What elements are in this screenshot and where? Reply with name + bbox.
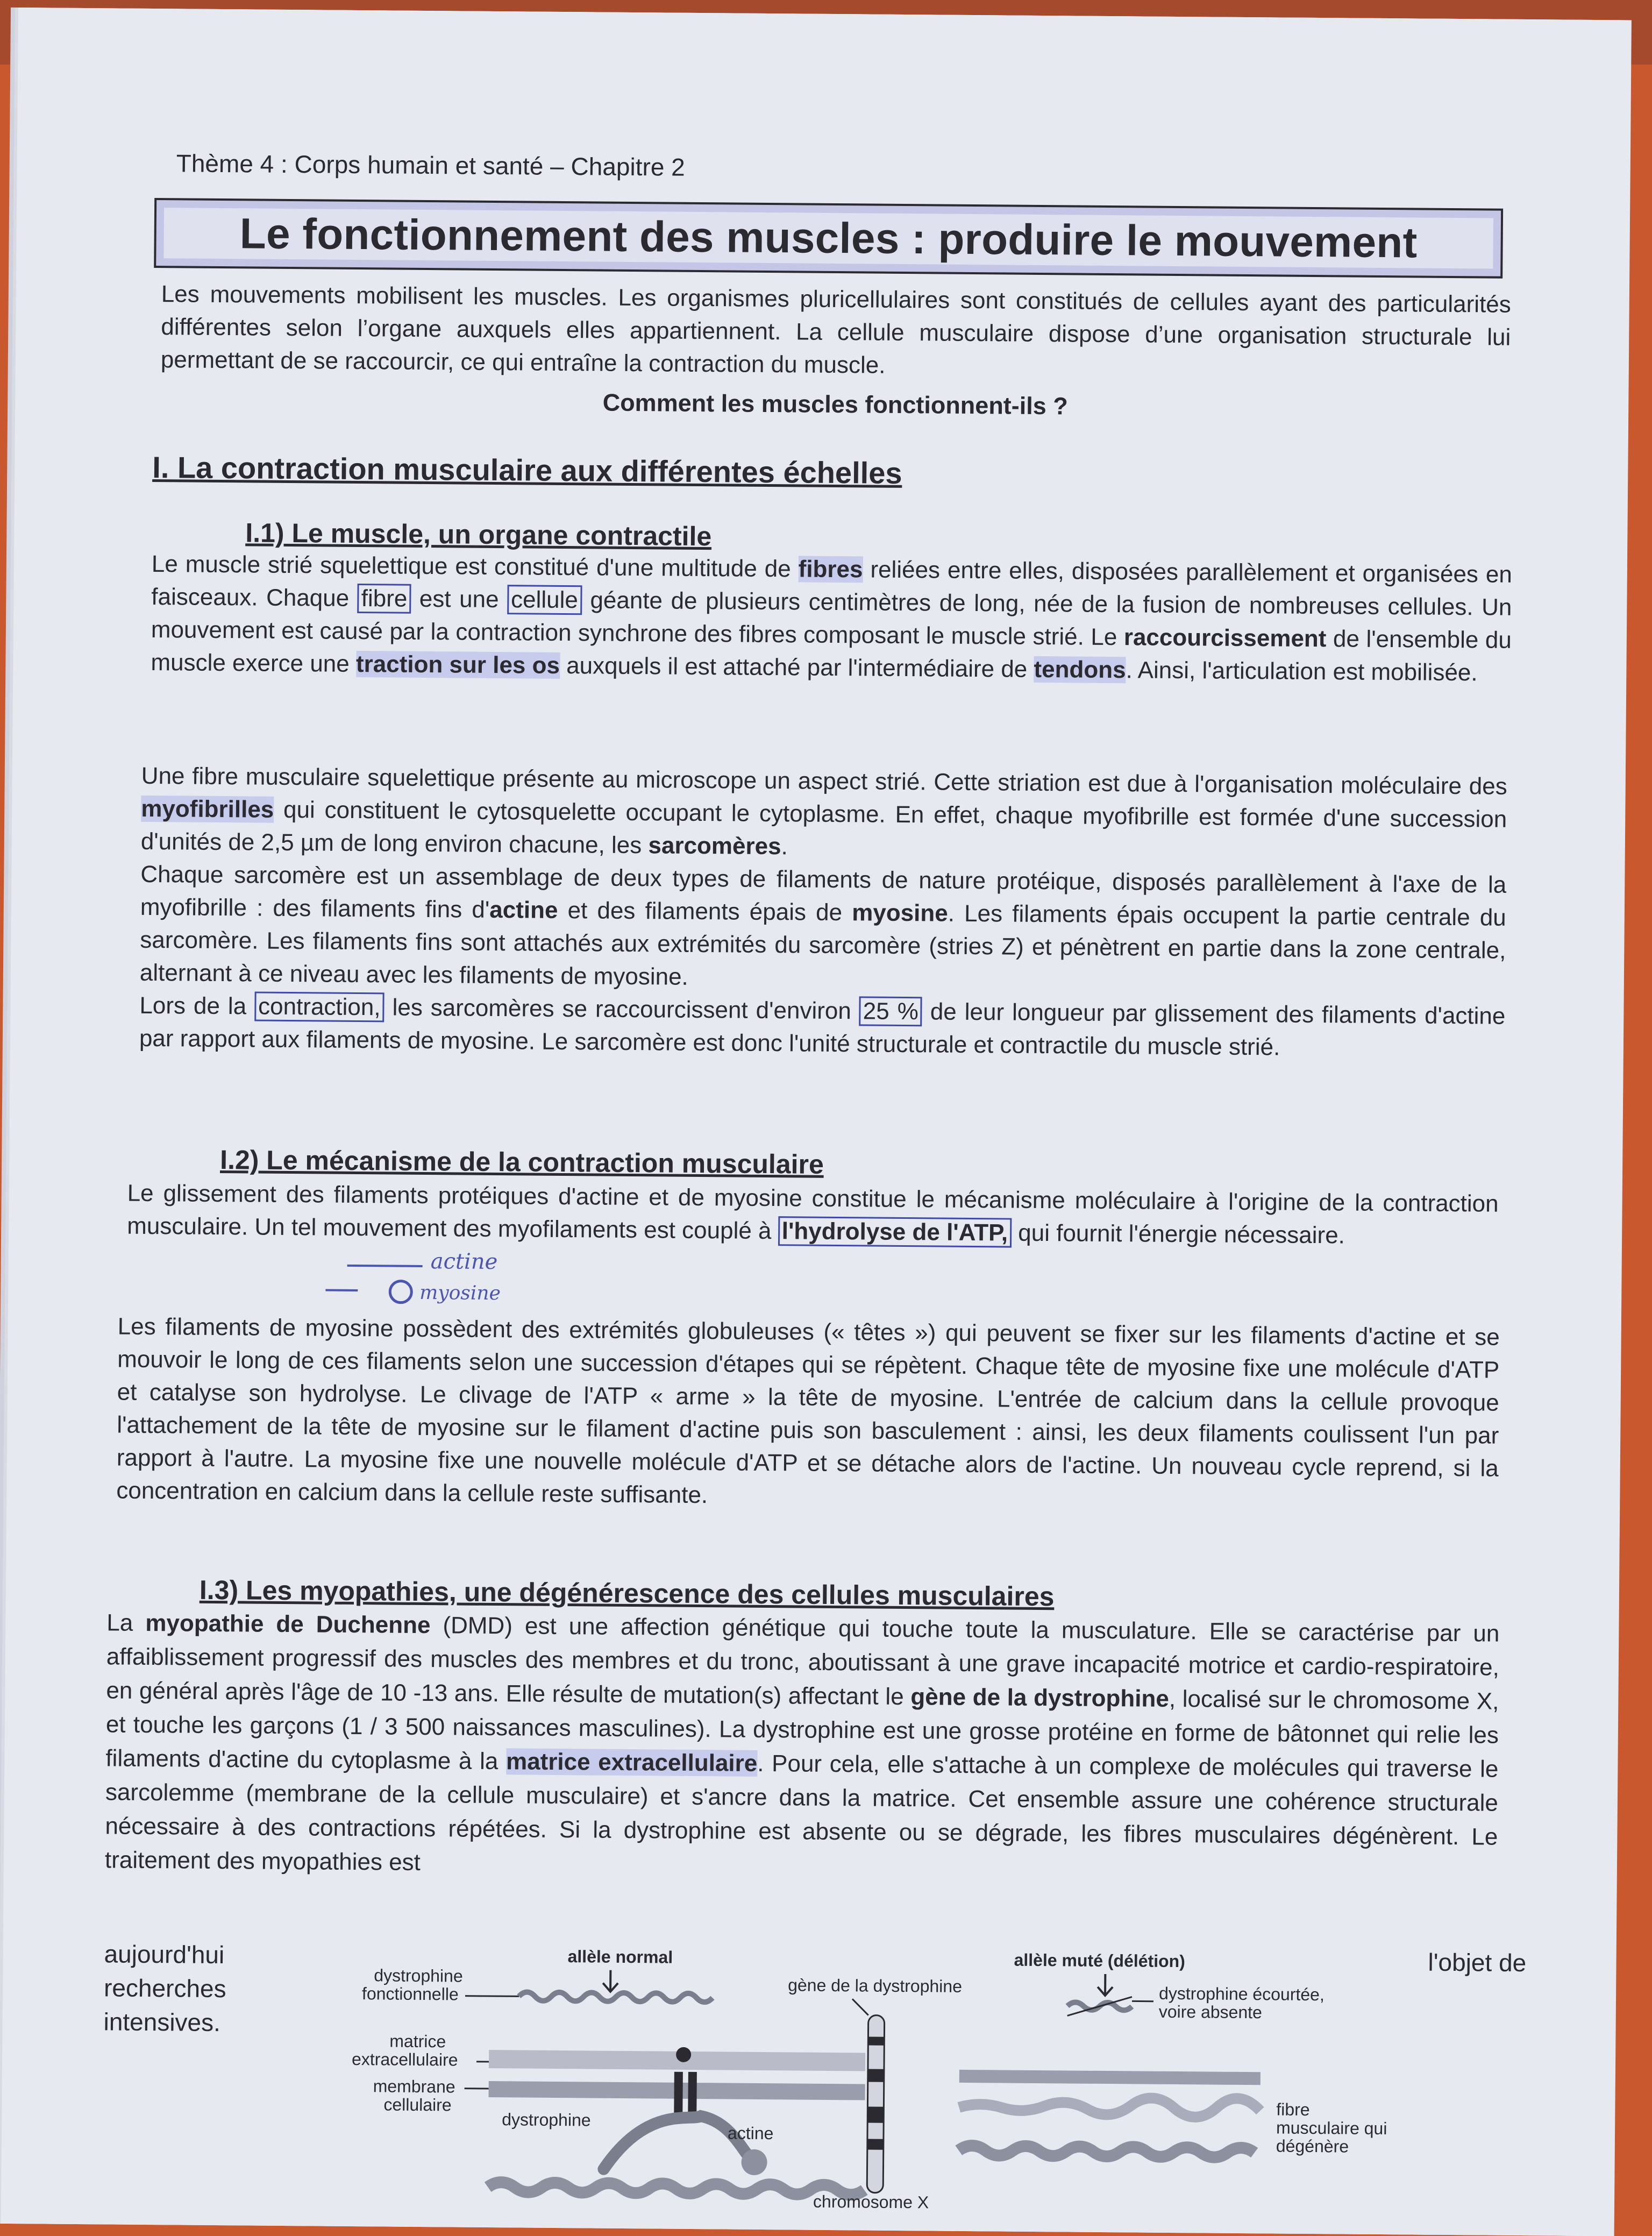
label-dystrophine-fonctionnelle-2: fonctionnelle xyxy=(362,1984,459,2004)
label-dystrophine-ecourtee-2: voire absente xyxy=(1159,2002,1262,2022)
label-membrane-2: cellulaire xyxy=(383,2095,452,2114)
handwritten-actine: actine xyxy=(431,1249,498,1274)
actin-filament xyxy=(488,2182,864,2195)
subsection-heading-1-1: I.1) Le muscle, un organe contractile xyxy=(245,517,711,552)
label-gene: gène de la dystrophine xyxy=(788,1975,962,1996)
paragraph-tail-right: l'objet de xyxy=(1428,1948,1526,1977)
section-heading-1: I. La contraction musculaire aux différentes échelles xyxy=(152,450,902,491)
label-matrice-2: extracellulaire xyxy=(352,2049,458,2070)
label-fibre-3: dégénère xyxy=(1276,2136,1349,2156)
label-matrice-1: matrice xyxy=(389,2032,446,2052)
handwritten-myosine: myosine xyxy=(419,1282,501,1304)
degenerated-matrix xyxy=(959,2070,1261,2085)
label-fibre-2: musculaire qui xyxy=(1276,2118,1387,2138)
paragraph-myosin-heads: Les filaments de myosine possèdent des extrémités globuleuses (« têtes ») qui peuvent se fixer sur les filaments d'actine et se mouvoir le long de ces filaments selon une succession d'étapes qui se répètent. Chaque tête de myosine fixe une molécule d'ATP et catalyse son hydrolyse. Le clivage de l'ATP « arme » la tête de myosine. L'entrée de calcium dans la cellule provoque l'attachement de la tête de myosine sur le filament d'actine puis son basculement : ainsi, les deux filaments coulissent l'un par rapport à l'autre. La myosine fixe une nouvelle molécule d'ATP et se détache alors de l'actine. Un nouveau cycle reprend, si la concentration en calcium dans la cellule reste suffisante. xyxy=(116,1310,1500,1518)
membrane-complex-left xyxy=(674,2072,683,2113)
label-dystrophine-fonctionnelle-1: dystrophine xyxy=(374,1965,463,1985)
subsection-heading-1-3: I.3) Les myopathies, une dégénérescence des cellules musculaires xyxy=(200,1574,1055,1612)
paragraph-tail-left: aujourd'hui recherches intensives. xyxy=(103,1937,226,2040)
label-allele-mute: allèle muté (délétion) xyxy=(1014,1950,1185,1971)
arrow-allele-mute xyxy=(1098,1974,1113,1996)
dystrophin-normal-strand xyxy=(519,1992,713,2002)
membrane-complex-head xyxy=(676,2047,691,2062)
label-dystrophine: dystrophine xyxy=(502,2110,591,2129)
chapter-header: Thème 4 : Corps humain et santé – Chapitre 2 xyxy=(176,148,685,181)
handwritten-myosin-head xyxy=(390,1281,411,1303)
subsection-heading-1-2: I.2) Le mécanisme de la contraction musculaire xyxy=(220,1144,824,1180)
label-allele-normal: allèle normal xyxy=(567,1947,673,1967)
degenerated-actin xyxy=(959,2146,1255,2157)
document-page xyxy=(1,8,1632,2236)
membrane-complex-right xyxy=(688,2072,697,2113)
page-title: Le fonctionnement des muscles : produire le mouvement xyxy=(240,209,1418,267)
arrow-allele-normal xyxy=(603,1970,618,1992)
label-actine: actine xyxy=(728,2123,774,2143)
label-chromosome: chromosome X xyxy=(813,2192,929,2212)
paragraph-muscle-organ: Le muscle strié squelettique est constitué d'une multitude de fibres reliées entre elles, disposées parallèlement et organisées en faisceaux. Chaque fibre est une cellule géante de plusieurs centimètres de long, née de la fusion de nombreuses cellules. Un mouvement est causé par la contraction synchrone des fibres composant le muscle strié. Le raccourcissement de l'ensemble du muscle exerce une traction sur les os auxquels il est attaché par l'intermédiaire de tendons. Ainsi, l'articulation est mobilisée. xyxy=(151,548,1512,690)
dystrophin-end xyxy=(741,2149,767,2175)
intro-paragraph: Les mouvements mobilisent les muscles. Les organismes pluricellulaires sont constitués de cellules ayant des particularités différentes selon l’organe auxquels elles appartiennent. La cellule musculaire dispose d’une organisation structurale lui permettant de se raccourcir, ce qui entraîne la contraction du muscle. xyxy=(161,278,1511,387)
page-title-box xyxy=(154,198,1503,279)
label-dystrophine-ecourtee-1: dystrophine écourtée, xyxy=(1159,1984,1325,2004)
paragraph-mechanism: Le glissement des filaments protéiques d'actine et de myosine constitue le mécanisme moléculaire à l'origine de la contraction musculaire. Un tel mouvement des myofilaments est couplé à l'hydrolyse de l'ATP, qui fournit l'énergie nécessaire. xyxy=(127,1177,1499,1253)
degenerated-membrane xyxy=(959,2096,1260,2118)
paragraph-myopathies: La myopathie de Duchenne (DMD) est une affection génétique qui touche toute la musculature. Elle se caractérise par un affaiblissement progressif des muscles des membres et du tronc, aboutissant à une grave incapacité motrice et cardio-respiratoire, en général après l'âge de 10 -13 ans. Elle résulte de mutation(s) affectant le gène de la dystrophine, localisé sur le chromosome X, et touche les garçons (1 / 3 500 naissances masculines). La dystrophine est une grosse protéine en forme de bâtonnet qui relie les filaments d'actine du cytoplasme à la matrice extracellulaire. Pour cela, elle s'attache à un complexe de molécules qui traverse le sarcolemme (membrane de la cellule musculaire) et s'ancre dans la matrice. Cet ensemble assure une cohérence structurale nécessaire à des contractions répétées. Si la dystrophine est absente ou se dégrade, les fibres musculaires dégénèrent. Le traitement des myopathies est xyxy=(105,1606,1500,1887)
label-membrane-1: membrane xyxy=(373,2076,455,2096)
paragraph-myofibrils: Une fibre musculaire squelettique présente au microscope un aspect strié. Cette striation est due à l'organisation moléculaire des myofibrilles qui constituent le cytosquelette occupant le cytoplasme. En effet, chaque myofibrille est formée d'une succession d'unités de 2,5 µm de long environ chacune, les sarcomères. Chaque sarcomère est un assemblage de deux types de filaments de nature protéique, disposés parallèlement à l'axe de la myofibrille : des filaments fins d'actine et des filaments épais de myosine. Les filaments épais occupent la partie centrale du sarcomère. Les filaments fins sont attachés aux extrémités du sarcomère (stries Z) et pénètrent en partie dans la zone centrale, alternant à ce niveau avec les filaments de myosine. Lors de la contraction, les sarcomères se raccourcissent d'environ 25 % de leur longueur par glissement des filaments d'actine par rapport aux filaments de myosine. Le sarcomère est donc l'unité structurale et contractile du muscle strié. xyxy=(139,759,1507,1066)
label-fibre-1: fibre xyxy=(1276,2099,1310,2119)
guiding-question: Comment les muscles fonctionnent-ils ? xyxy=(160,385,1510,424)
dystrophin-figure xyxy=(302,1941,1455,2219)
